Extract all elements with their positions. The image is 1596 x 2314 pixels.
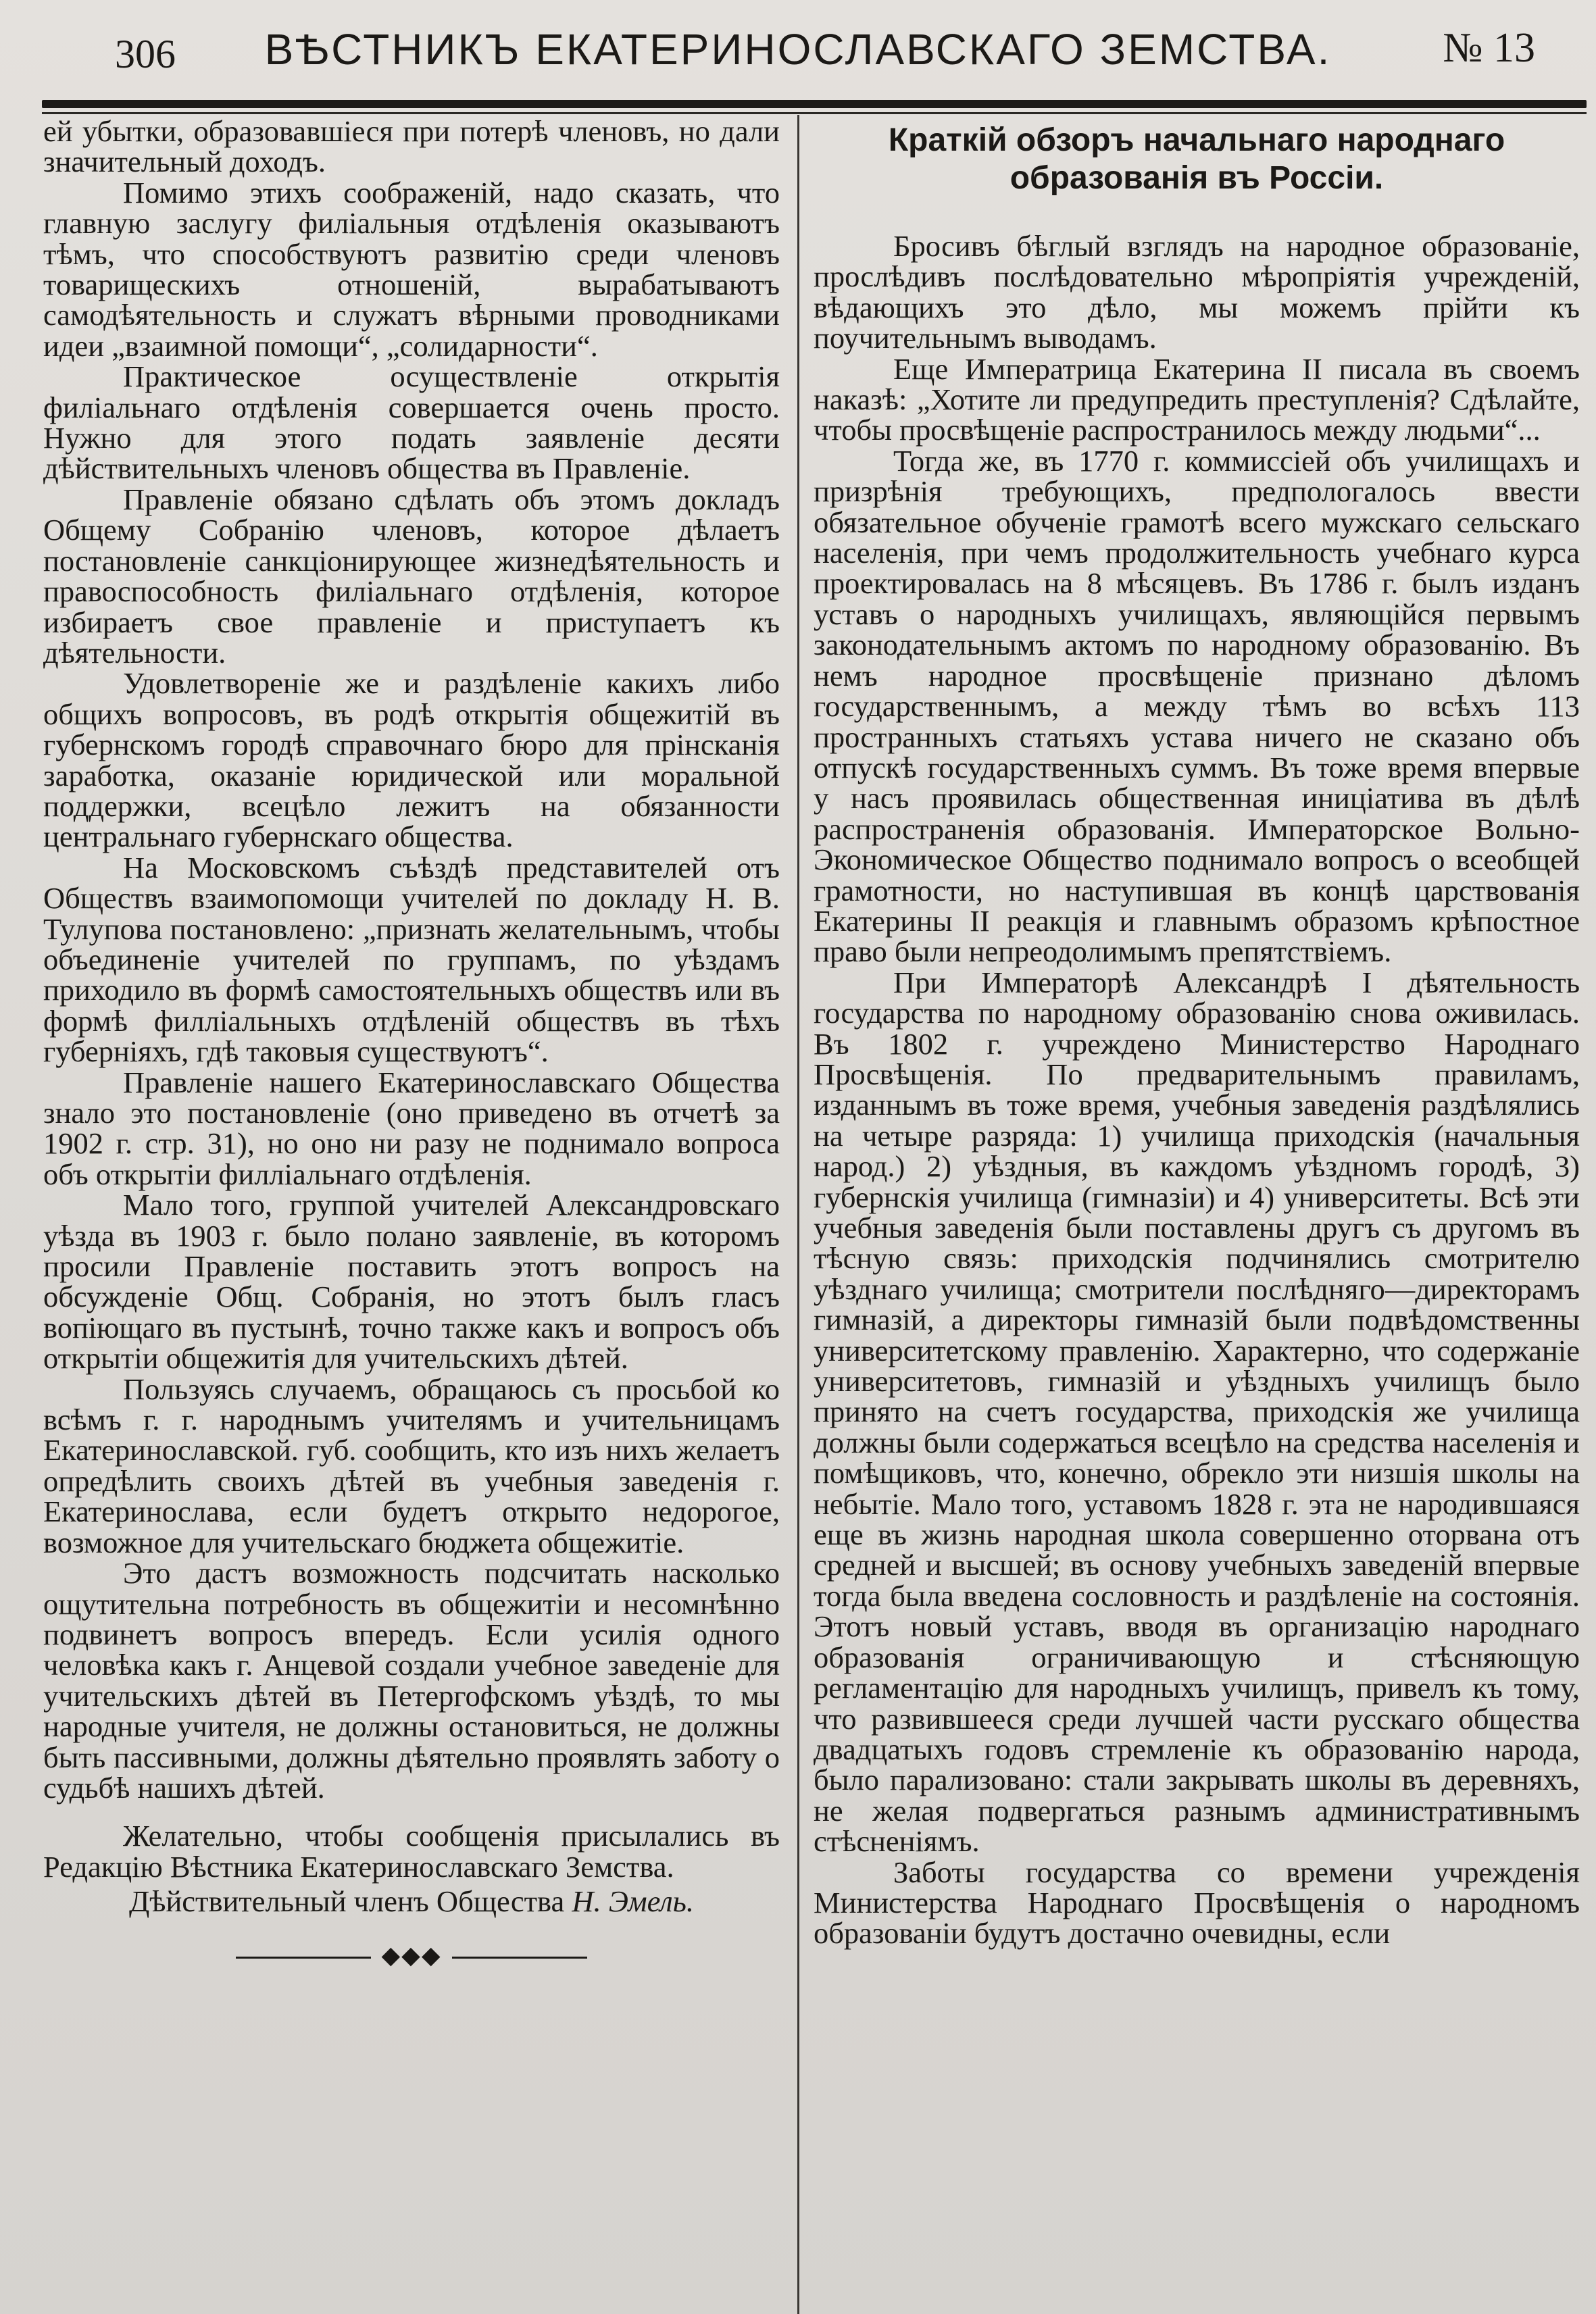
header-rule-thick [42,100,1587,108]
paragraph: Это дастъ возможность подсчитать насколько ощутительна потребность въ общежитіи и несомнѣнно подвинетъ вопросъ впередъ. Если усилія одного человѣка какъ г. Анцевой создали учебное заведеніе для учительскихъ дѣтей въ Петергофскомъ уѣздѣ, то мы народные учителя, не должны остановиться, не должны быть пассивными, должны дѣятельно проявлять заботу о судьбѣ нашихъ дѣтей. [43,1556,780,1805]
paragraph: Правленіе нашего Екатеринославскаго Общества знало это постановленіе (оно приведено въ отчетѣ за 1902 г. стр. 31), но оно ни разу не поднимало вопроса объ открытіи филліальнаго отдѣленія. [43,1065,780,1191]
paragraph: На Московскомъ съѣздѣ представителей отъ Обществъ взаимопомощи учителей по докладу Н. В. Тулупова постановлено: „признать желательнымъ, чтобы объединеніе учителей по группамъ, по уѣздамъ приходило въ формѣ самостоятельныхъ обществъ или въ формѣ филліальныхъ отдѣленій обществъ въ тѣхъ губерніяхъ, гдѣ таковыя существуютъ“. [43,850,780,1069]
ornament-diamonds: ◆◆◆ [381,1941,442,1969]
signature-name: Н. Эмель. [572,1884,695,1919]
ornament-line-right [452,1957,587,1959]
paragraph: Тогда же, въ 1770 г. коммиссіей объ училищахъ и призрѣнія требующихъ, предпологалось ввести обязательное обученіе грамотѣ всего мужскаго сельскаго населенія, при чемъ продолжительность учебнаго курса проектировалась на 8 мѣсяцевъ. Въ 1786 г. былъ изданъ уставъ о народныхъ училищахъ, являющійся первымъ законодательнымъ актомъ по народному образованію. Въ немъ народное просвѣщеніе признано дѣломъ государственнымъ, а между тѣмъ во всѣхъ 113 пространныхъ статьяхъ устава ничего не сказано объ отпускѣ государственныхъ суммъ. Въ тоже время впервые у насъ проявилась общественная иниціатива въ дѣлѣ распространенія образованія. Императорское Вольно-Экономическое Общество поднимало вопросъ о всеобщей грамотности, но наступившая въ концѣ царствованія Екатерины II реакція и главнымъ образомъ крѣпостное право были непреодолимымъ препятствіемъ. [814,443,1580,969]
journal-title: ВѢСТНИКЪ ЕКАТЕРИНОСЛАВСКАГО ЗЕМСТВА. [264,25,1332,74]
paragraph: Практическое осуществленіе открытія филіальнаго отдѣленія совершается очень просто. Нужно для этого подать заявленіе десяти дѣйствительныхъ членовъ общества въ Правленіе. [43,359,780,486]
paragraph: ей убытки, образовавшіеся при потерѣ членовъ, но дали значительный доходъ. [43,116,780,179]
paragraph: Помимо этихъ соображеній, надо сказать, что главную заслугу филіальныя отдѣленія оказываютъ тѣмъ, что способствуютъ развитію среди членовъ товарищескихъ отношеній, вырабатываютъ самодѣятельность и служатъ вѣрными проводниками идеи „взаимной помощи“, „солидарности“. [43,175,780,363]
left-column [43,116,780,2314]
paragraph: При Императорѣ Александрѣ I дѣятельность государства по народному образованію снова оживилась. Въ 1802 г. учреждено Министерство Народнаго Просвѣщенія. По предварительнымъ правиламъ, изданнымъ въ тоже время, учебныя заведенія раздѣлялись на четыре разряда: 1) училища приходскія (начальныя народ.) 2) уѣздныя, въ каждомъ уѣздномъ городѣ, 3) губернскія училища (гимназіи) и 4) университеты. Всѣ эти учебныя заведенія были поставлены другъ съ другомъ въ тѣсную связь: приходскія подчинялись смотрителю уѣзднаго училища; смотрители послѣдняго—директорамъ гимназій, а директоры гимназій были подвѣдомственны университетскому правленію. Характерно, что содержаніе университетовъ, гимназій и уѣздныхъ училищъ было принято на счетъ государства, приходскія же училища должны были содержаться всецѣло на средства населенія и помѣщиковъ, что, конечно, обрекло эти низшія школы на небытіе. Мало того, уставомъ 1828 г. эта не народившаяся еще въ жизнь народная школа совершенно оторвана отъ средней и высшей; въ основу учебныхъ заведеній впервые тогда была введена сословность и раздѣленіе на состоянія. Этотъ новый уставъ, вводя въ организацію народнаго образованія ограничивающую и стѣсняющую регламентацію для народныхъ училищъ, привелъ къ тому, что развившееся среди лучшей части русскаго общества двадцатыхъ годовъ стремленіе къ образованію народа, было парализовано: стали закрывать школы въ деревняхъ, не желая подвергаться разнымъ административнымъ стѣсненіямъ. [814,965,1580,1859]
page-number: 306 [115,32,176,76]
paragraph: Заботы государства со времени учрежденія Министерства Народнаго Просвѣщенія о народномъ образованіи будутъ достачно очевидны, если [814,1855,1580,1951]
page-header [41,18,1555,99]
article-title: Краткій обзоръ начальнаго народнаго образованія въ Россіи. [888,122,1505,196]
issue-number: № 13 [1443,25,1535,71]
paragraph: Правленіе обязано сдѣлать объ этомъ докладъ Общему Собранію членовъ, которое дѣлаетъ постановленіе санкціонирующее жизнедѣятельность и правоспособность филіальнаго отдѣленія, которое избираетъ свое правленіе и приступаетъ къ дѣятельности. [43,482,780,670]
header-rule-thin [42,112,1587,114]
signature [43,1886,780,1917]
right-column [814,116,1580,2314]
column-divider [797,115,799,2314]
paragraph: Пользуясь случаемъ, обращаюсь съ просьбой ко всѣмъ г. г. народнымъ учителямъ и учительницамъ Екатеринославской. губ. сообщить, кто изъ нихъ желаетъ опредѣлить своихъ дѣтей въ учебныя заведенія г. Екатеринослава, если будетъ открыто недорогое, возможное для учительскаго бюджета общежитіе. [43,1372,780,1559]
ornament-divider [236,1941,587,1971]
paragraph: Мало того, группой учителей Александровскаго уѣзда въ 1903 г. было полано заявленіе, въ которомъ просили Правленіе поставить этотъ вопросъ на обсужденіе Общ. Собранія, но этотъ былъ гласъ вопіющаго въ пустынѣ, точно также какъ и вопросъ объ открытіи общежитія для учительскихъ дѣтей. [43,1188,780,1376]
paragraph: Еще Императрица Екатерина II писала въ своемъ наказѣ: „Хотите ли предупредить преступленія? Сдѣлайте, чтобы просвѣщеніе распространилось между людьми“... [814,351,1580,447]
paragraph: Бросивъ бѣглый взглядъ на народное образованіе, прослѣдивъ послѣдовательно мѣропріятія учрежденій, вѣдающихъ это дѣло, мы можемъ прійти къ поучительнымъ выводамъ. [814,229,1580,355]
signature-prefix: Дѣйствительный членъ Общества [128,1884,565,1919]
paragraph: Удовлетвореніе же и раздѣленіе какихъ либо общихъ вопросовъ, въ родѣ открытія общежитій въ губернскомъ городѣ справочнаго бюро для прінсканія заработка, оказаніе юридической или моральной поддержки, всецѣло лежитъ на обязанности центральнаго губернскаго общества. [43,666,780,854]
paragraph: Желательно, чтобы сообщенія присылались въ Редакцію Вѣстника Екатеринославскаго Земства. [43,1819,780,1884]
